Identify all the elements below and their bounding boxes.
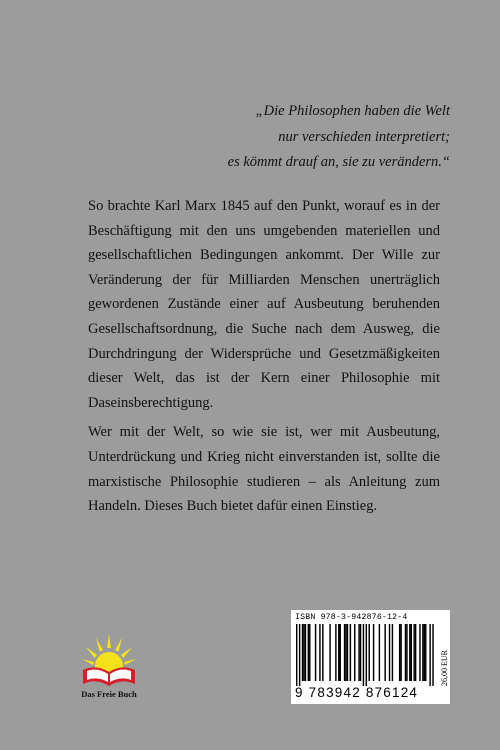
barcode-bar — [344, 624, 345, 681]
barcode-bar — [315, 624, 316, 681]
barcode-bar — [415, 624, 416, 681]
barcode-bars — [294, 624, 434, 686]
barcode-bar — [384, 624, 385, 681]
barcode-bar — [296, 624, 297, 686]
barcode-bar — [409, 624, 410, 681]
barcode-bar — [413, 624, 414, 681]
barcode-bar — [392, 624, 393, 681]
barcode-bar — [424, 624, 425, 681]
isbn-barcode — [291, 610, 450, 704]
barcode-bar — [305, 624, 306, 681]
blurb-paragraph: So brachte Karl Marx 1845 auf den Punkt, worauf es in der Beschäftigung mit den uns umgebenden materiellen und gesellschaftlichen Bedingungen ankommt. Der Wille zur Veränderung der für Milliarden Menschen unerträglich gewordenen Zustände einer auf Ausbeutung beruhenden Gesellschaftsordnung, die Suche nach dem Ausweg, die Durchdringung der Widersprüche und Gesetzmäßigkeiten dieser Welt, das ist der Kern einer Philosophie mit Daseinsberechtigung. — [88, 198, 440, 411]
barcode-bar — [322, 624, 323, 681]
barcode-bar — [405, 624, 406, 681]
publisher-logo — [78, 630, 140, 706]
quote-line: nur verschieden interpretiert; — [278, 128, 450, 145]
barcode-bar — [299, 624, 300, 686]
barcode-bar — [309, 624, 310, 681]
barcode-bar — [335, 624, 336, 681]
barcode-bar — [419, 624, 420, 681]
barcode-bar — [399, 624, 400, 681]
barcode-bar — [354, 624, 355, 681]
barcode-bar — [406, 624, 407, 681]
barcode-bar — [389, 624, 390, 681]
barcode-bar — [358, 624, 359, 681]
barcode-bar — [425, 624, 426, 681]
barcode-bar — [308, 624, 309, 681]
barcode-bar — [340, 624, 341, 681]
barcode-bar — [379, 624, 380, 681]
barcode-bar — [363, 624, 364, 686]
barcode-bar — [360, 624, 361, 681]
isbn-label: ISBN 978-3-942876-12-4 — [295, 613, 408, 622]
barcode-bar — [347, 624, 348, 681]
quote-line: „Die Philosophen haben die Welt — [255, 103, 450, 119]
barcode-bar — [422, 624, 423, 681]
barcode-bar — [429, 624, 430, 686]
barcode-digits: 9 783942 876124 — [295, 685, 419, 700]
barcode-bar — [411, 624, 412, 681]
barcode-bar — [350, 624, 351, 681]
publisher-name: Das Freie Buch — [81, 689, 137, 699]
barcode-bar — [369, 624, 370, 681]
blurb-paragraph: Wer mit der Welt, so wie sie ist, wer mit Ausbeutung, Unterdrückung und Krieg nicht einverstanden ist, sollte die marxistische Philosophie studieren – als Anleitung zum Handeln. Dieses Buch bietet dafür einen Einstieg. — [88, 424, 440, 515]
barcode-bar — [373, 624, 374, 681]
barcode-bar — [303, 624, 304, 681]
sun-over-open-book-icon — [79, 630, 139, 688]
barcode-bar — [319, 624, 320, 681]
barcode-bar — [338, 624, 339, 681]
blurb-text — [88, 194, 440, 519]
barcode-bar — [345, 624, 346, 681]
epigraph-quote — [228, 99, 450, 176]
barcode-bar — [366, 624, 367, 686]
barcode-bar — [329, 624, 330, 681]
barcode-bar — [432, 624, 433, 686]
price-label: 26,00 EUR — [440, 650, 449, 686]
barcode-bar — [302, 624, 303, 681]
barcode-bar — [400, 624, 401, 681]
quote-line: es kömmt drauf an, sie zu verändern.“ — [227, 154, 450, 170]
